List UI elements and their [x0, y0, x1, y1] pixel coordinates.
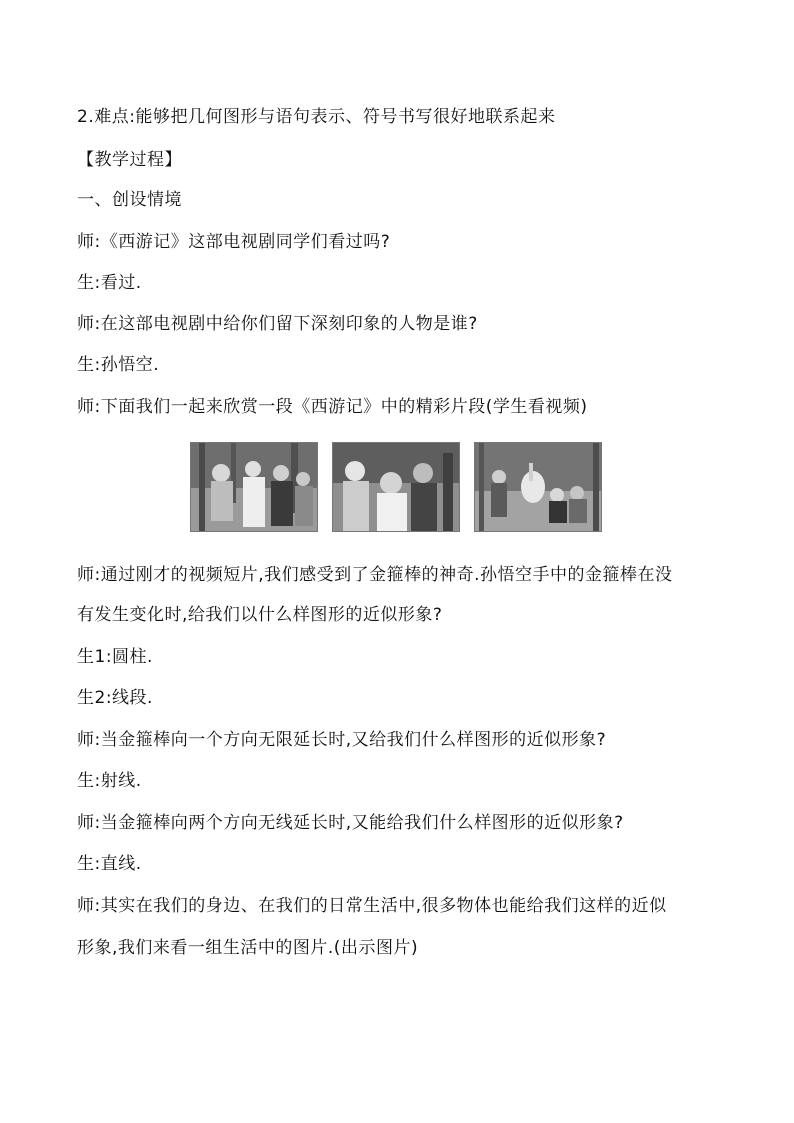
dialogue-line-continued: 形象,我们来看一组生活中的图片.(出示图片) [77, 938, 419, 958]
dialogue-line: 生:直线. [77, 854, 142, 874]
dialogue-line: 生2:线段. [77, 688, 153, 708]
section-heading-teaching-process: 【教学过程】 [77, 150, 182, 170]
dialogue-line: 师:下面我们一起来欣赏一段《西游记》中的精彩片段(学生看视频) [77, 397, 588, 417]
dialogue-line: 生1:圆柱. [77, 647, 153, 667]
still-photo-3 [474, 442, 602, 532]
dialogue-line: 师:当金箍棒向两个方向无线延长时,又能给我们什么样图形的近似形象? [77, 813, 624, 833]
subsection-heading-scenario: 一、创设情境 [77, 190, 182, 210]
difficulty-point: 2.难点:能够把几何图形与语句表示、符号书写很好地联系起来 [77, 107, 556, 127]
journey-west-stills [190, 442, 602, 532]
dialogue-line: 师:通过刚才的视频短片,我们感受到了金箍棒的神奇.孙悟空手中的金箍棒在没 [77, 565, 673, 585]
dialogue-line: 师:《西游记》这部电视剧同学们看过吗? [77, 232, 391, 252]
still-photo-2 [332, 442, 460, 532]
dialogue-line: 师:其实在我们的身边、在我们的日常生活中,很多物体也能给我们这样的近似 [77, 896, 667, 916]
still-photo-1 [190, 442, 318, 532]
dialogue-line: 生:孙悟空. [77, 355, 160, 375]
dialogue-line-continued: 有发生变化时,给我们以什么样图形的近似形象? [77, 605, 443, 625]
dialogue-line: 师:在这部电视剧中给你们留下深刻印象的人物是谁? [77, 314, 478, 334]
dialogue-line: 生:射线. [77, 771, 142, 791]
dialogue-line: 师:当金箍棒向一个方向无限延长时,又给我们什么样图形的近似形象? [77, 730, 607, 750]
dialogue-line: 生:看过. [77, 273, 142, 293]
